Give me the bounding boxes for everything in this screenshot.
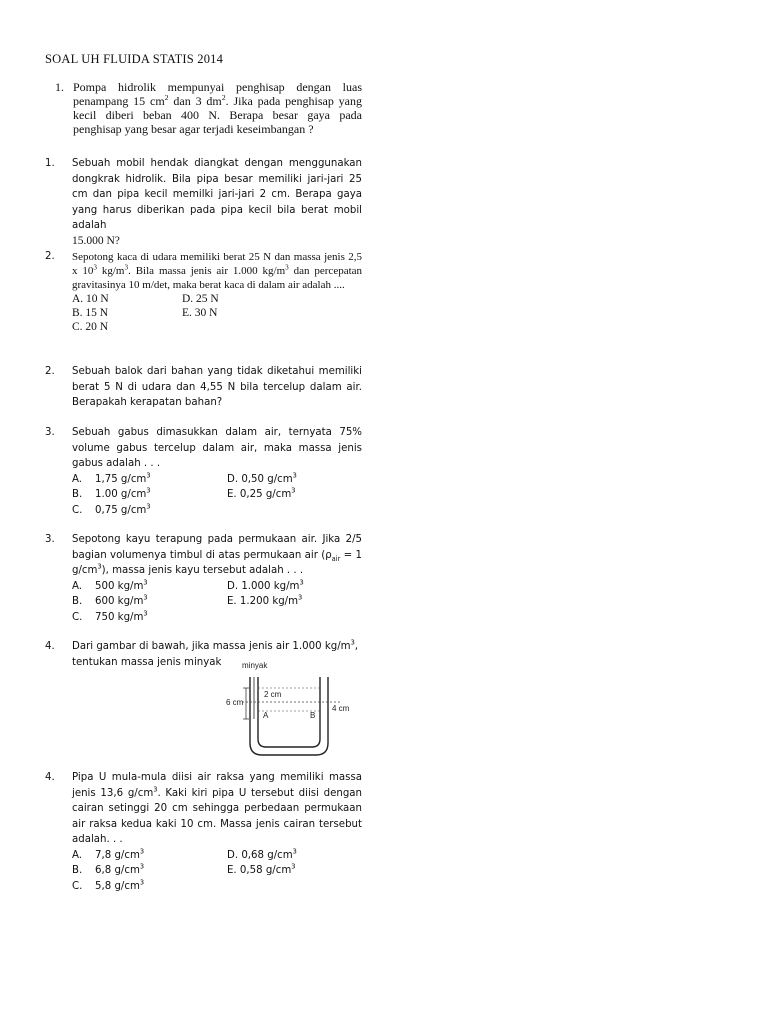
question-number: 4. — [45, 772, 55, 783]
option-c: C. 750 $kg/m^3$ — [72, 609, 148, 623]
question-number: 3. — [45, 427, 55, 438]
option-e: E. 0,58 $g/cm^3$ — [227, 862, 296, 876]
question-number: 1. — [45, 158, 55, 169]
document-title: SOAL UH FLUIDA STATIS 2014 — [45, 52, 224, 66]
question-number: 3. — [45, 534, 55, 545]
question-number: 4. — [45, 641, 55, 652]
option-c: C. 5,8 $g/cm^3$ — [72, 878, 145, 892]
answer-options — [72, 848, 362, 895]
label-4cm: 4 cm — [332, 704, 350, 713]
option-b: B. 15 N — [72, 307, 109, 319]
answer-options — [72, 292, 362, 334]
answer-options — [72, 579, 362, 626]
option-e: E. 0,25 $g/cm^3$ — [227, 486, 296, 500]
question-text: Pompa hidrolik mempunyai penghisap dengan luas penampang 15 $cm^2$ dan 3 $dm^2$. Jika pada penghisap yang kecil diberi beban 400 N. Berapa besar gaya pada penghisap yang besar agar terjadi keseimbangan ? — [73, 80, 362, 136]
option-d: D. 1.000 $kg/m^3$ — [227, 578, 304, 592]
option-d: D. 0,68 $g/cm^3$ — [227, 847, 297, 861]
question-number: 1. — [55, 80, 64, 94]
option-c: C. 20 N — [72, 321, 109, 333]
u-tube-outer — [250, 677, 328, 755]
u-tube-diagram — [220, 655, 360, 760]
question-text: Sebuah balok dari bahan yang tidak diketahui memiliki berat 5 N di udara dan 4,55 N bila tercelup dalam air. Berapakah kerapatan bahan? — [72, 366, 362, 408]
option-d: D. 0,50 $g/cm^3$ — [227, 471, 297, 485]
answer-options — [72, 472, 362, 519]
question-number: 2. — [45, 366, 55, 377]
label-b: B — [310, 711, 316, 720]
question-text: Sepotong kayu terapung pada permukaan air. Jika 2/5 bagian volumenya timbul di atas permukaan air ($\rho_{air} = 1$ $g/cm^3$), massa jenis kayu tersebut adalah . . . A. 500 $kg/m^3$ D. 1.000 $kg/m^3$ B. 600 $kg/m^3$ E. 1.200 $kg/m^3$ C. 750 $kg/m^3$ — [72, 532, 362, 625]
question-text: Sepotong kaca di udara memiliki berat 25 N dan massa jenis 2,5 x $10^3$ $kg/m^3$. Bila massa jenis air 1.000 $kg/m^3$ dan percepatan gravitasinya 10 m/det, maka berat kaca di dalam air adalah .... A. 10 N D. 25 N B. 15 N E. 30 N C. 20 N — [72, 251, 363, 333]
option-a: A. 1,75 $g/cm^3$ — [72, 471, 151, 485]
option-b: B. 1.00 $g/cm^3$ — [72, 486, 151, 500]
option-d: D. 25 N — [182, 293, 219, 305]
option-c: C. 0,75 $g/cm^3$ — [72, 502, 151, 516]
question-text: Sebuah gabus dimasukkan dalam air, ternyata 75% volume gabus tercelup dalam air, maka massa jenis gabus adalah . . . A. 1,75 $g/cm^3$ D. 0,50 $g/cm^3$ B. 1.00 $g/cm^3$ E. 0,25 $g/cm^3$ C. 0,75 $g/cm^3$ — [72, 425, 362, 518]
question-text: Dari gambar di bawah, jika massa jenis air 1.000 $kg/m^3$, tentukan massa jenis minyak — [72, 638, 359, 668]
question-number: 2. — [45, 251, 55, 262]
label-minyak: minyak — [242, 661, 268, 670]
option-b: B. 600 $kg/m^3$ — [72, 593, 148, 607]
option-e: E. 1.200 $kg/m^3$ — [227, 593, 303, 607]
question-text: Pipa U mula-mula diisi air raksa yang memiliki massa jenis 13,6 $g/cm^3$. Kaki kiri pipa U tersebut diisi dengan cairan setinggi 20 cm sehingga perbedaan permukaan air raksa kedua kaki 10 cm. Massa jenis cairan tersebut adalah. . . A. 7,8 $g/cm^3$ D. 0,68 $g/cm^3$ B. 6,8 $g/cm^3$ E. 0,58 $g/cm^3$ C. 5,8 $g/cm^3$ — [72, 770, 362, 894]
label-2cm: 2 cm — [264, 690, 282, 699]
label-6cm: 6 cm — [226, 698, 244, 707]
option-a: A. 10 N — [72, 293, 109, 305]
label-a: A — [263, 711, 269, 720]
question-text: Sebuah mobil hendak diangkat dengan menggunakan dongkrak hidrolik. Bila pipa besar memiliki jari-jari 25 cm dan pipa kecil memilki jari-jari 2 cm. Berapa gaya yang harus diberikan pada pipa kecil bila berat mobil adalah 15.000 N? — [72, 158, 362, 247]
option-a: A. 7,8 $g/cm^3$ — [72, 847, 145, 861]
option-b: B. 6,8 $g/cm^3$ — [72, 862, 145, 876]
option-e: E. 30 N — [182, 307, 218, 319]
option-a: A. 500 $kg/m^3$ — [72, 578, 148, 592]
